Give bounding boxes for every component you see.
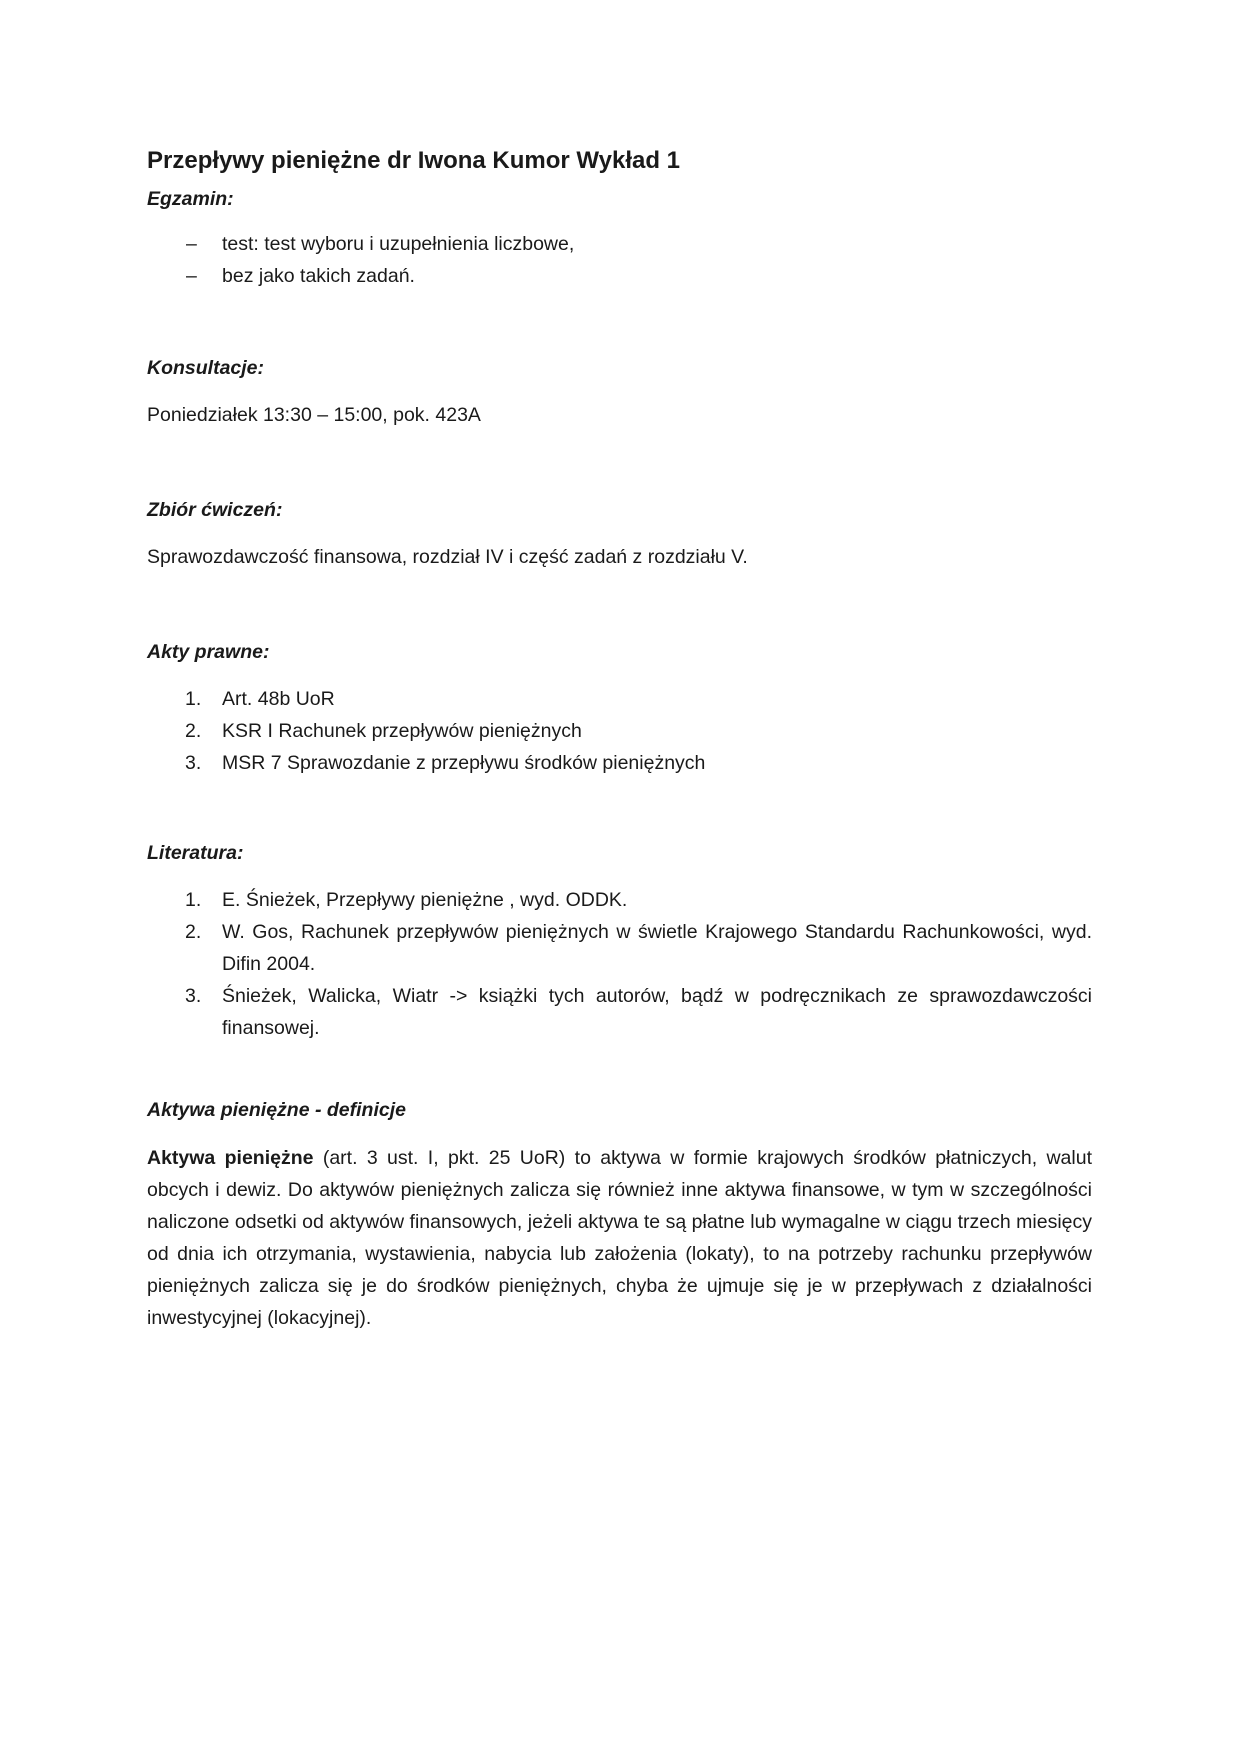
section-heading-egzamin: Egzamin:	[147, 188, 234, 210]
egzamin-list	[147, 228, 1092, 292]
list-item-text: W. Gos, Rachunek przepływów pieniężnych w świetle Krajowego Standardu Rachunkowości, wyd. Difin 2004.	[222, 921, 1092, 975]
list-number: 1.	[185, 889, 202, 911]
list-number: 1.	[185, 688, 202, 710]
list-item	[147, 228, 1092, 260]
list-number: 3.	[185, 752, 202, 774]
list-item-text: MSR 7 Sprawozdanie z przepływu środków pieniężnych	[222, 752, 706, 774]
list-item	[147, 715, 1092, 747]
section-heading-zbior-cwiczen: Zbiór ćwiczeń:	[147, 499, 283, 521]
list-number: 2.	[185, 720, 202, 742]
list-item-text: Art. 48b UoR	[222, 688, 335, 710]
list-item-text: KSR I Rachunek przepływów pieniężnych	[222, 720, 582, 742]
literatura-list	[147, 884, 1092, 1044]
section-heading-konsultacje: Konsultacje:	[147, 357, 265, 379]
list-number: 3.	[185, 985, 202, 1007]
akty-prawne-list	[147, 683, 1092, 779]
list-item	[147, 260, 1092, 292]
list-item	[147, 683, 1092, 715]
document-title: Przepływy pieniężne dr Iwona Kumor Wykład 1	[147, 147, 681, 174]
list-item-text: E. Śnieżek, Przepływy pieniężne , wyd. ODDK.	[222, 889, 628, 911]
list-item	[147, 884, 1092, 916]
list-item-text: Śnieżek, Walicka, Wiatr -> książki tych autorów, bądź w podręcznikach ze sprawozdawczości finansowej.	[222, 985, 1092, 1039]
section-heading-literatura: Literatura:	[147, 842, 244, 864]
section-heading-akty-prawne: Akty prawne:	[147, 641, 270, 663]
list-item	[147, 980, 1092, 1044]
list-item-text: test: test wyboru i uzupełnienia liczbowe,	[222, 233, 575, 255]
zbior-cwiczen-text: Sprawozdawczość finansowa, rozdział IV i część zadań z rozdziału V.	[147, 546, 748, 568]
dash-bullet: –	[186, 233, 197, 255]
list-item	[147, 747, 1092, 779]
list-number: 2.	[185, 921, 202, 943]
list-item-text: bez jako takich zadań.	[222, 265, 415, 287]
list-item	[147, 916, 1092, 980]
konsultacje-text: Poniedziałek 13:30 – 15:00, pok. 423A	[147, 404, 481, 426]
definition-text: (art. 3 ust. I, pkt. 25 UoR) to aktywa w formie krajowych środków płatniczych, walut obcych i dewiz. Do aktywów pieniężnych zalicza się również inne aktywa finansowe, w tym w szczególności naliczone odsetki od aktywów finansowych, jeżeli aktywa te są płatne lub wymagalne w ciągu trzech miesięcy od dnia ich otrzymania, wystawienia, nabycia lub założenia (lokaty), to na potrzeby rachunku przepływów pieniężnych zalicza się je do środków pieniężnych, chyba że ujmuje się je w przepływach z działalności inwestycyjnej (lokacyjnej).	[147, 1147, 1092, 1329]
dash-bullet: –	[186, 265, 197, 287]
section-heading-aktywa: Aktywa pieniężne - definicje	[147, 1099, 406, 1121]
definition-term: Aktywa pieniężne	[147, 1147, 314, 1169]
aktywa-definition-paragraph	[147, 1142, 1092, 1334]
